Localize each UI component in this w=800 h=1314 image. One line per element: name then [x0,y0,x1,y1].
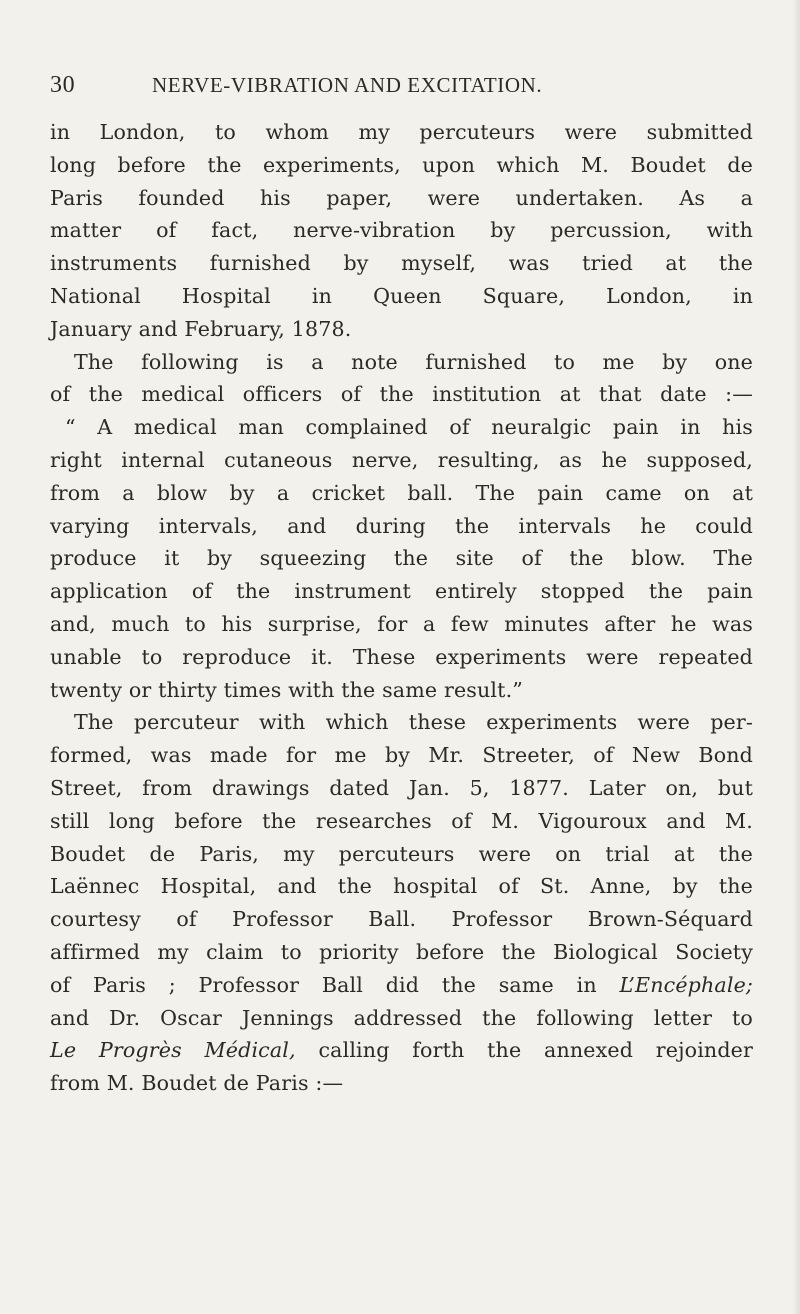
text-line: from a blow by a cricket ball. The pain came on at [50,480,753,505]
text-line: January and February, 1878. [50,316,352,341]
running-head [50,72,750,99]
text-line: produce it by squeezing the site of the blow. The [50,546,753,571]
text-line-with-italic [50,1034,753,1067]
text-line: and Dr. Oscar Jennings addressed the following letter to [50,1005,753,1030]
text-line: in London, to whom my percuteurs were submitted [50,120,753,144]
text-line: instruments furnished by myself, was tried at the [50,251,753,276]
text-line: right internal cutaneous nerve, resulting, as he supposed, [50,447,753,472]
text-line: unable to reproduce it. These experiments were repeated [50,644,753,669]
text-line: still long before the researches of M. Vigouroux and M. [50,808,753,833]
text-line: long before the experiments, upon which M. Boudet de [50,152,753,177]
text-line: National Hospital in Queen Square, London, in [50,283,753,308]
text-line: Boudet de Paris, my percuteurs were on trial at the [50,841,753,866]
text-line: application of the instrument entirely stopped the pain [50,579,753,604]
paragraph-start-line: The percuteur with which these experiments were per- [74,710,753,735]
text-line: Street, from drawings dated Jan. 5, 1877. Later on, but [50,775,753,800]
text-line: courtesy of Professor Ball. Professor Brown-Séquard [50,907,753,932]
italic-title-progres-medical: Le Progrès Médical, [50,1038,296,1063]
running-title: NERVE-VIBRATION AND EXCITATION. [152,73,543,97]
quotation-start-line: “ A medical man complained of neuralgic pain in his [65,415,753,440]
text-line: Laënnec Hospital, and the hospital of St. Anne, by the [50,874,753,899]
italic-title-encephale: L’Encéphale; [619,972,753,997]
text-line: formed, was made for me by Mr. Streeter, of New Bond [50,743,753,768]
body-text [50,116,753,1100]
text-line: affirmed my claim to priority before the Biological Society [50,939,753,964]
text-line: of the medical officers of the institution at that date :— [50,382,753,407]
text-line: matter of fact, nerve-vibration by percussion, with [50,218,753,243]
text-line: varying intervals, and during the intervals he could [50,513,753,538]
paragraph-start-line: The following is a note furnished to me by one [74,349,753,374]
page-number: 30 [50,72,76,98]
text-fragment: of Paris ; Professor Ball did the same in [50,972,597,997]
text-line: from M. Boudet de Paris :— [50,1071,344,1096]
text-line: twenty or thirty times with the same result.” [50,677,523,702]
text-line-with-italic [50,969,753,1002]
page-edge-shadow [792,0,800,1314]
text-line: and, much to his surprise, for a few minutes after he was [50,611,753,636]
text-line: Paris founded his paper, were undertaken. As a [50,185,753,210]
text-fragment: calling forth the annexed rejoinder [318,1038,754,1063]
